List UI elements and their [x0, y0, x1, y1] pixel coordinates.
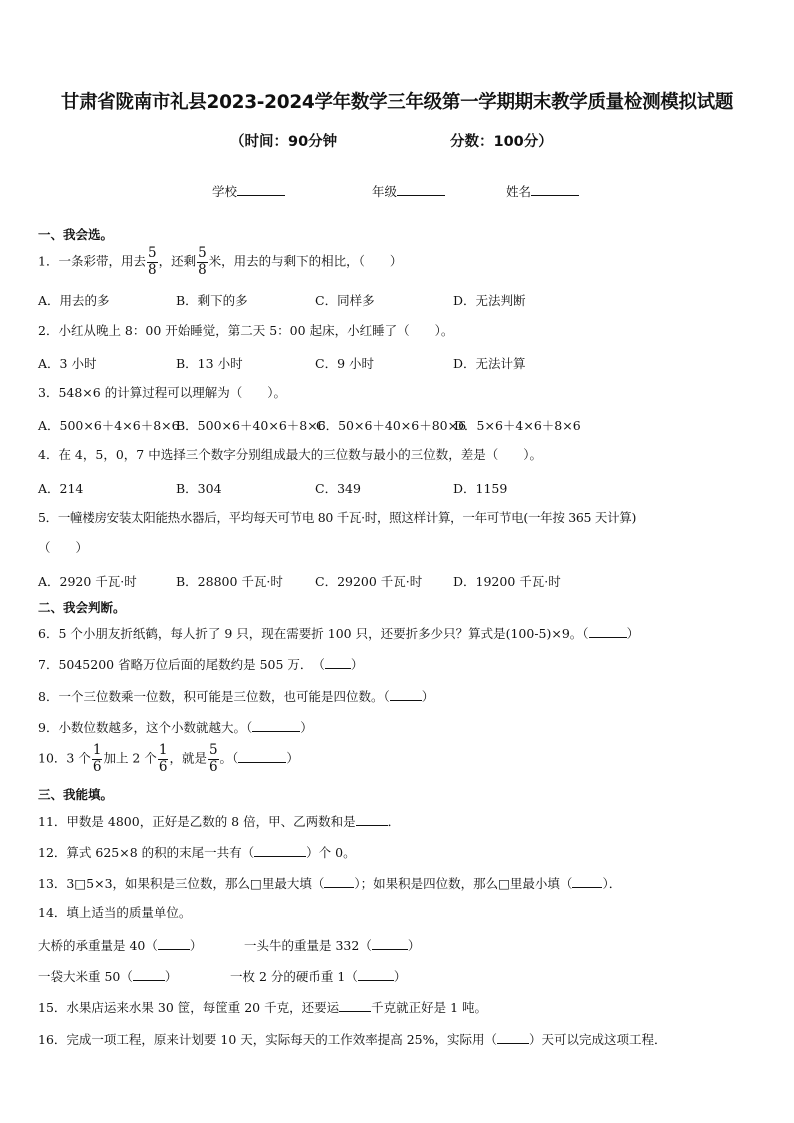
q16-text-a: 16．完成一项工程，原来计划要 10 天，实际每天的工作效率提高 25%，实际用（ [38, 1032, 498, 1047]
q9-end: ） [300, 720, 313, 735]
name-blank[interactable] [531, 183, 579, 196]
q1-text-b: ，还剩 [158, 253, 197, 269]
fraction-5-8: $\frac{5}{8}$ [198, 245, 207, 278]
name-field[interactable] [506, 182, 579, 200]
name-label: 姓名 [506, 184, 532, 199]
question-3: 3．548×6 的计算过程可以理解为（ ）。 [38, 385, 286, 400]
q1-text-c: 米，用去的与剩下的相比，（ ） [208, 253, 403, 269]
question-14: 14．填上适当的质量单位。 [38, 905, 192, 920]
question-5-paren: （ ） [38, 540, 89, 555]
question-15 [38, 998, 487, 1016]
question-13 [38, 874, 621, 892]
q16-text-b: ）天可以完成这项工程． [529, 1032, 667, 1047]
q14-cow-text: 一头牛的重量是 332（ [244, 938, 372, 953]
question-6 [38, 624, 639, 642]
q1-option-b[interactable]: B．剩下的多 [176, 293, 248, 308]
q5-option-a[interactable]: A．2920 千瓦·时 [38, 574, 137, 589]
q2-option-b[interactable]: B．13 小时 [176, 356, 243, 371]
q14-cow-blank[interactable] [372, 936, 408, 950]
q4-option-c[interactable]: C．349 [315, 481, 361, 496]
q12-text: 12．算式 625×8 的积的末尾一共有（ [38, 845, 255, 860]
q10-text-b: 加上 2 个 [103, 750, 157, 766]
q5-option-c[interactable]: C．29200 千瓦·时 [315, 574, 423, 589]
q14-row-1-left [38, 936, 202, 954]
question-1 [38, 247, 402, 277]
exam-time: （时间：90分钟 [230, 134, 338, 150]
fraction-1-6: $\frac{1}{6}$ [92, 742, 102, 775]
question-7 [38, 655, 363, 673]
q1-option-d[interactable]: D．无法判断 [453, 293, 526, 308]
q5-option-d[interactable]: D．19200 千瓦·时 [453, 574, 561, 589]
q6-answer-blank[interactable] [589, 624, 627, 638]
q15-text-b: 千克就正好是 1 吨。 [371, 1000, 488, 1015]
q1-text-a: 1．一条彩带，用去 [38, 253, 146, 269]
fraction-5-8: $\frac{5}{8}$ [147, 245, 157, 278]
q6-end: ） [626, 626, 640, 641]
page-title: 甘肃省陇南市礼县2023-2024学年数学三年级第一学期期末教学质量检测模拟试题 [60, 92, 734, 113]
q15-answer-blank[interactable] [339, 998, 371, 1012]
question-2: 2．小红从晚上 8：00 开始睡觉，第二天 5：00 起床，小红睡了（ ）。 [38, 323, 454, 338]
q14-coin-text: 一枚 2 分的硬币重 1（ [230, 969, 358, 984]
q8-end: ） [421, 689, 435, 704]
q13-answer-blank-1[interactable] [324, 874, 354, 888]
q14-cow-end: ） [407, 938, 421, 953]
q3-option-b[interactable]: B．500×6＋40×6＋8×6 [176, 418, 326, 433]
q10-text-a: 10．3 个 [38, 750, 91, 766]
q7-answer-blank[interactable] [325, 655, 351, 669]
q9-answer-blank[interactable] [252, 718, 300, 732]
q14-row-2-left [38, 967, 177, 985]
q1-option-a[interactable]: A．用去的多 [38, 293, 110, 308]
exam-score: 分数：100分） [450, 134, 553, 150]
q2-option-c[interactable]: C．9 小时 [315, 356, 374, 371]
grade-blank[interactable] [397, 183, 445, 196]
q1-option-c[interactable]: C．同样多 [315, 293, 375, 308]
q11-answer-blank[interactable] [356, 812, 388, 826]
q5-option-b[interactable]: B．28800 千瓦·时 [176, 574, 283, 589]
q15-text-a: 15．水果店运来水果 30 筐，每筐重 20 千克，还要运 [38, 1000, 340, 1015]
q4-option-b[interactable]: B．304 [176, 481, 222, 496]
grade-label: 年级 [372, 184, 398, 199]
q12-end: ）个 0。 [306, 845, 356, 860]
q8-answer-blank[interactable] [390, 687, 422, 701]
q14-coin-blank[interactable] [358, 967, 394, 981]
section-heading-judge: 二、我会判断。 [38, 600, 126, 615]
q10-text-c: ，就是 [169, 750, 207, 766]
q14-rice-blank[interactable] [133, 967, 165, 981]
section-heading-choose: 一、我会选。 [38, 227, 114, 242]
q3-option-c[interactable]: C．50×6＋40×6＋80×6 [316, 418, 467, 433]
q14-coin-end: ） [393, 969, 407, 984]
q11-text: 11．甲数是 4800，正好是乙数的 8 倍，甲、乙两数和是 [38, 814, 356, 829]
question-12 [38, 843, 356, 861]
q14-rice-text: 一袋大米重 50（ [38, 969, 133, 984]
question-8 [38, 687, 434, 705]
q13-text-b: ）；如果积是四位数，那么□里最小填（ [354, 876, 573, 891]
q13-answer-blank-2[interactable] [572, 874, 602, 888]
question-4: 4．在 4，5，0，7 中选择三个数字分别组成最大的三位数与最小的三位数，差是（ ）。 [38, 447, 542, 462]
fraction-5-6: $\frac{5}{6}$ [208, 742, 218, 775]
q3-option-a[interactable]: A．500×6＋4×6＋8×6 [38, 418, 180, 433]
q10-answer-blank[interactable] [238, 749, 286, 763]
q7-text: 7．5045200 省略万位后面的尾数约是 505 万． （ [38, 657, 325, 672]
q6-text: 6．5 个小朋友折纸鹤，每人折了 9 只，现在需要折 100 只，还要折多少只？算式是(100-5)×9。（ [38, 626, 589, 641]
q4-option-d[interactable]: D．1159 [453, 481, 508, 496]
q7-end: ） [350, 657, 364, 672]
q14-rice-end: ） [164, 969, 178, 984]
q16-answer-blank[interactable] [497, 1030, 529, 1044]
school-label: 学校 [212, 184, 238, 199]
question-5: 5．一幢楼房安装太阳能热水器后，平均每天可节电 80 千瓦·时，照这样计算，一年可节电(一年按 365 天计算) [38, 510, 637, 525]
q10-end: ） [286, 750, 299, 766]
q9-text: 9．小数位数越多，这个小数就越大。（ [38, 720, 253, 735]
q8-text: 8．一个三位数乘一位数，积可能是三位数，也可能是四位数。（ [38, 689, 390, 704]
q3-option-d[interactable]: D．5×6＋4×6＋8×6 [454, 418, 581, 433]
school-field[interactable] [212, 182, 285, 200]
q13-text-a: 13．3□5×3，如果积是三位数，那么□里最大填（ [38, 876, 325, 891]
q10-text-d: 。（ [219, 750, 239, 766]
q11-end: ． [387, 814, 401, 829]
section-heading-fill: 三、我能填。 [38, 787, 114, 802]
q14-row-1-right [244, 936, 420, 954]
q2-option-a[interactable]: A．3 小时 [38, 356, 97, 371]
q2-option-d[interactable]: D．无法计算 [453, 356, 526, 371]
school-blank[interactable] [237, 183, 285, 196]
q13-end: ）． [602, 876, 622, 891]
grade-field[interactable] [372, 182, 445, 200]
q14-bridge-blank[interactable] [158, 936, 190, 950]
q14-bridge-text: 大桥的承重量是 40（ [38, 938, 158, 953]
q14-row-2-right [230, 967, 406, 985]
q14-bridge-end: ） [189, 938, 203, 953]
question-16 [38, 1030, 667, 1048]
fraction-1-6: $\frac{1}{6}$ [158, 742, 168, 775]
question-11 [38, 812, 400, 830]
question-9 [38, 718, 313, 736]
q4-option-a[interactable]: A．214 [38, 481, 84, 496]
q12-answer-blank[interactable] [254, 843, 306, 857]
question-10 [38, 744, 299, 774]
